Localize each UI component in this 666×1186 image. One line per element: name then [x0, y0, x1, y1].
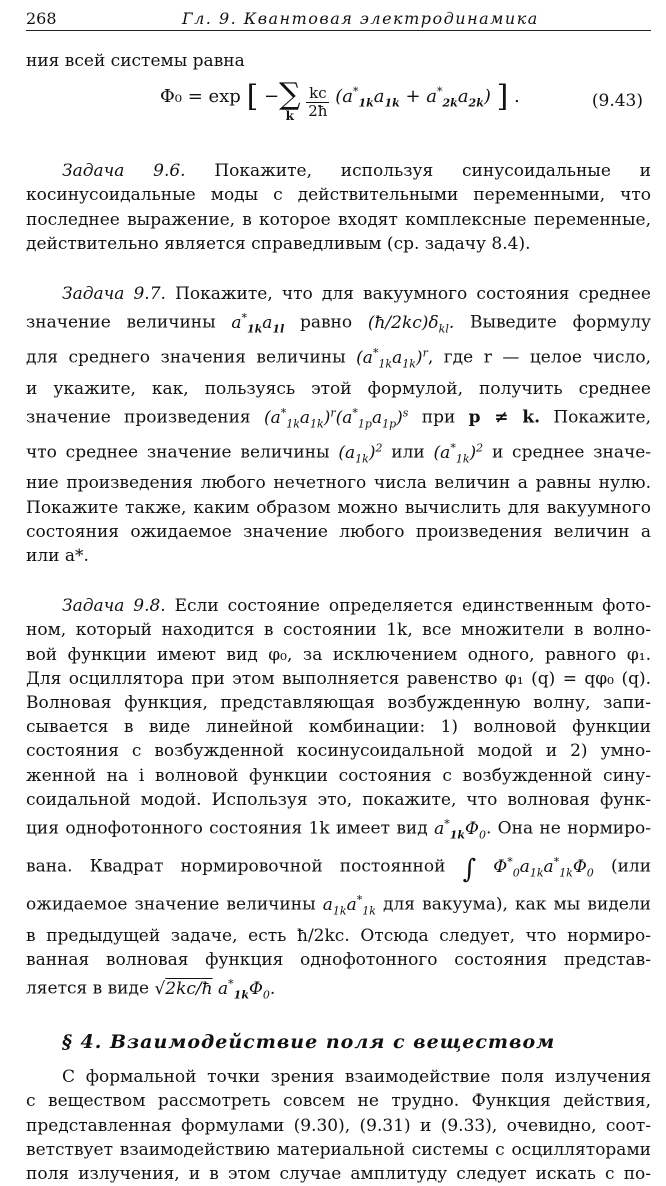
- page-number: 268: [26, 9, 57, 28]
- equation-fraction: $\frac{kc}{2ħ}$: [308, 83, 328, 121]
- book-page: [26, 8, 651, 1186]
- problem-text: Покажите, используя синусоидальные и косинусоидальные моды с действительными переменными, что последнее выражение, в которое входят комплексные переменные, действительно является справедливым (ср. задачу 8.4).: [26, 161, 651, 254]
- equation-9-43: [26, 73, 651, 147]
- problem-9-7: Задача 9.7. Покажите, что для вакуумного состояния среднее значение величины $a^*_{1k}a_{1l}$ равно $(ħ/2kc)\delta_{kl}$. Выведите формулу для среднего значения величины $(a^*_{1k}a_{1k})^r$, где r — целое число, и укажите, как, пользуясь этой формулой, получить среднее значение произведения $(a^*_{1k}a_{1k})^r(a^*_{1p}a_{1p})^s$ при p ≠ k. Покажите, что среднее значение величины $(a_{1k})^2$ или $(a^*_{1k})^2$ и среднее значе- ние произведения любого нечетного числа величин a равны нулю. Покажите также, каким образом можно вычислить для вакуумного состояния ожидаемое значение любого произведения величин a или a*.: [26, 284, 652, 567]
- page-header: [26, 8, 651, 31]
- running-head: Гл. 9. Квантовая электродинамика: [182, 9, 539, 28]
- intro-line: ния всей системы равна: [26, 51, 245, 71]
- equation-lhs: Φ₀ = exp: [160, 86, 241, 108]
- integral-sign: ∫: [462, 854, 477, 885]
- sum-symbol: ∑ k: [279, 77, 301, 124]
- problem-label: Задача 9.8.: [62, 596, 166, 617]
- problem-label: Задача 9.7.: [62, 284, 166, 305]
- problem-9-8: Задача 9.8. Если состояние определяется единственным фото- ном, который находится в состоянии 1k, все множители в волно- вой функции имеют вид φ₀, за исключением одного, равного φ₁. Для осциллятора при этом выполняется равенство φ₁ (q) = qφ₀ (q). Волновая функция, представляющая возбужденную волну, запи- сывается в виде линейной комбинации: 1) волновой функции состояния с возбужденной косинусоидальной модой и 2) умно- женной на i волновой функции состояния с возбужденной сину- соидальной модой. Используя это, покажите, что волновая функ- ция однофотонного состояния 1k имеет вид $a^*_{1k}\Phi_0$. Она не нормиро- вана. Квадрат нормировочной постоянной ∫ $\Phi^*_0a_{1k}a^*_{1k}\Phi_0$ (или ожидаемое значение величины $a_{1k}a^*_{1k}$ для вакуума), как мы видели в предыдущей задаче, есть ħ/2kc. Отсюда следует, что нормиро- ванная волновая функция однофотонного состояния представ- ляется в виде √2kc/ħ $a^*_{1k}\Phi_0$.: [26, 596, 652, 1002]
- equation-number: (9.43): [591, 91, 643, 112]
- equation-body: Φ₀ = exp [ − ∑ k $\frac{kc}{2ħ}$ $(a^*_{1k}a_{1k} + a^*_{2k}a_{2k})$ ] .: [160, 77, 520, 124]
- section-paragraph: С формальной точки зрения взаимодействие поля излучения с веществом рассмотреть совсем не трудно. Функция действия, представленная формулами (9.30), (9.31) и (9.33), очевидно, соот- ветствует взаимодействию материальной системы с осцилляторами поля излучения, и в этом случае амплитуду следует искать с по-: [26, 1067, 651, 1185]
- problem-label: Задача 9.6.: [62, 161, 186, 182]
- section-heading: § 4. Взаимодействие поля с веществом: [62, 1031, 556, 1054]
- problem-9-6: [26, 159, 651, 256]
